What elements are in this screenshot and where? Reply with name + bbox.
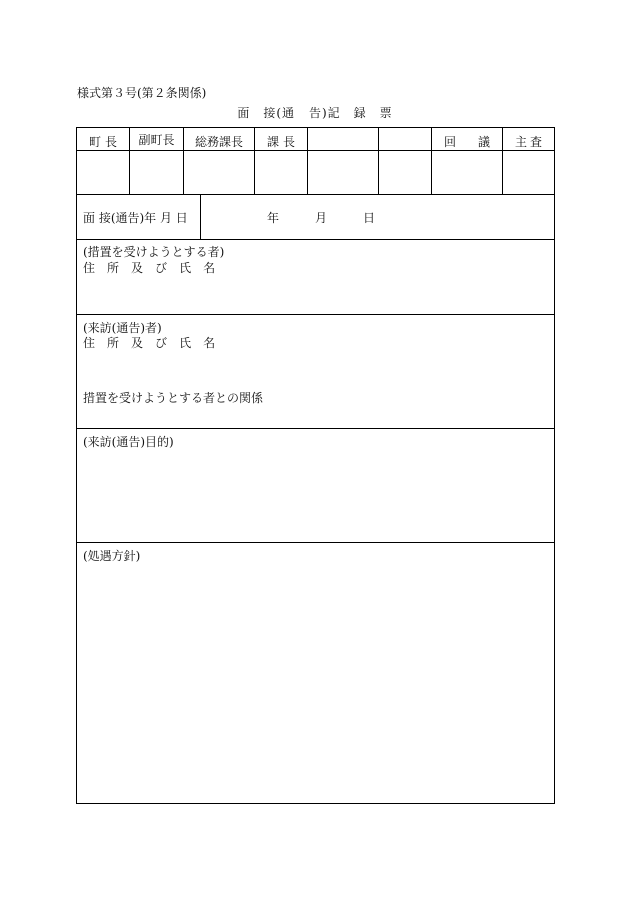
stamp-box-soumukachou[interactable] — [184, 151, 255, 194]
header-shusa-2: 査 — [529, 135, 542, 149]
policy-heading: (処遇方針) — [83, 549, 141, 563]
header-kaigi-1: 回 — [444, 135, 457, 149]
approval-cell-kaigi — [432, 128, 503, 151]
approval-stamp-row — [77, 151, 554, 195]
stamp-box-blank-2[interactable] — [379, 151, 432, 194]
visitor-address-name-label: 住 所 及 び 氏 名 — [83, 336, 216, 350]
subject-address-name-label: 住 所 及 び 氏 名 — [83, 261, 216, 275]
approval-cell-fukuchoucho — [130, 128, 184, 151]
treatment-policy-section[interactable] — [77, 543, 554, 803]
approval-cell-shusa — [503, 128, 554, 151]
header-kachou-2: 長 — [282, 135, 295, 149]
record-form-table — [76, 127, 555, 804]
year-label: 年 — [267, 211, 280, 225]
header-choucho-2: 長 — [104, 135, 117, 149]
stamp-box-blank-1[interactable] — [308, 151, 379, 194]
header-kaigi-2: 議 — [477, 135, 490, 149]
approval-cell-choucho — [77, 128, 130, 151]
title-part-1: 面 接(通 — [237, 106, 295, 120]
visitor-heading: (来訪(通告)者) — [83, 321, 162, 335]
title-part-2: 告)記 録 票 — [309, 106, 393, 120]
header-kachou-1: 課 — [267, 135, 280, 149]
stamp-box-kaigi[interactable] — [432, 151, 503, 194]
day-label: 日 — [363, 211, 376, 225]
month-label: 月 — [315, 211, 328, 225]
stamp-box-fukuchoucho[interactable] — [130, 151, 184, 194]
visit-purpose-section[interactable] — [77, 429, 554, 543]
header-choucho-1: 町 — [89, 135, 102, 149]
approval-cell-blank-2 — [379, 128, 432, 151]
subject-person-section[interactable] — [77, 240, 554, 315]
document-title — [0, 104, 630, 121]
approval-cell-soumukachou — [184, 128, 255, 151]
approval-cell-kachou — [255, 128, 308, 151]
purpose-heading: (来訪(通告)目的) — [83, 435, 174, 449]
date-label-cell — [77, 195, 201, 239]
approval-header-row — [77, 128, 554, 151]
header-shusa-1: 主 — [515, 135, 528, 149]
header-soumukachou: 総務課長 — [194, 135, 243, 149]
header-fukuchoucho: 副町長 — [138, 133, 175, 147]
subject-heading: (措置を受けようとする者) — [83, 245, 225, 259]
interview-date-row — [77, 195, 554, 240]
form-number: 様式第３号(第２条関係) — [77, 86, 207, 100]
approval-cell-blank-1 — [308, 128, 379, 151]
visitor-section[interactable] — [77, 315, 554, 429]
date-label: 面 接(通告)年 月 日 — [83, 211, 188, 225]
stamp-box-choucho[interactable] — [77, 151, 130, 194]
date-input-cell[interactable] — [201, 195, 554, 239]
stamp-box-shusa[interactable] — [503, 151, 554, 194]
stamp-box-kachou[interactable] — [255, 151, 308, 194]
relation-label: 措置を受けようとする者との関係 — [83, 391, 264, 405]
